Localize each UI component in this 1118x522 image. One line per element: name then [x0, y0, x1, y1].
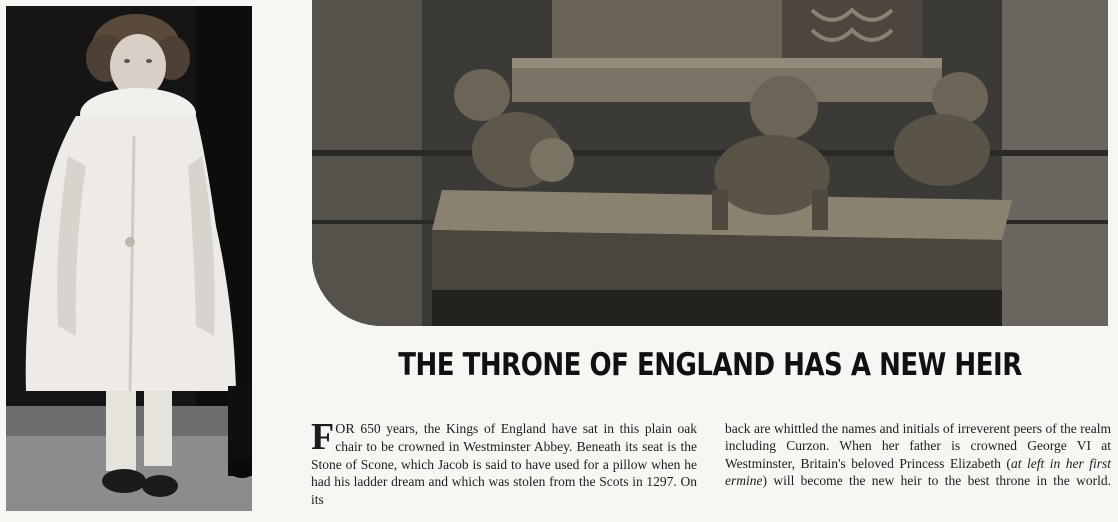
- article-body: [308, 416, 1111, 516]
- photo-princess-ermine: [6, 6, 252, 511]
- photo-caption-reference: at left in her first ermine: [725, 455, 1111, 489]
- princess-figure-illustration: [6, 6, 252, 511]
- photo-coronation-chair: [312, 0, 1108, 326]
- article-text-right-b: ) will become the new heir to the best throne in the world.: [762, 473, 1111, 489]
- article-text-left: 650 years, the Kings of England have sat in this plain oak chair to be crowned in Westminster Abbey. Beneath its seat is the Stone of Scone, which Jacob is said to have used for a pillow when he had his ladder dream and which was stolen from the Scots in 1297. On its: [311, 421, 697, 507]
- article-column-left: [311, 416, 697, 508]
- page-title: THE THRONE OF ENGLAND HAS A NEW HEIR: [398, 347, 1022, 383]
- lead-word: OR: [335, 422, 355, 437]
- coronation-chair-illustration: [312, 0, 1108, 326]
- article-column-right: [725, 420, 1111, 490]
- drop-cap: F: [311, 416, 335, 458]
- article-text-right-a: back are whittled the names and initials of irreverent peers of the realm including Curzon. When her father is crowned George VI at Westminster, Britain's beloved Princess Elizabeth (: [725, 421, 1111, 471]
